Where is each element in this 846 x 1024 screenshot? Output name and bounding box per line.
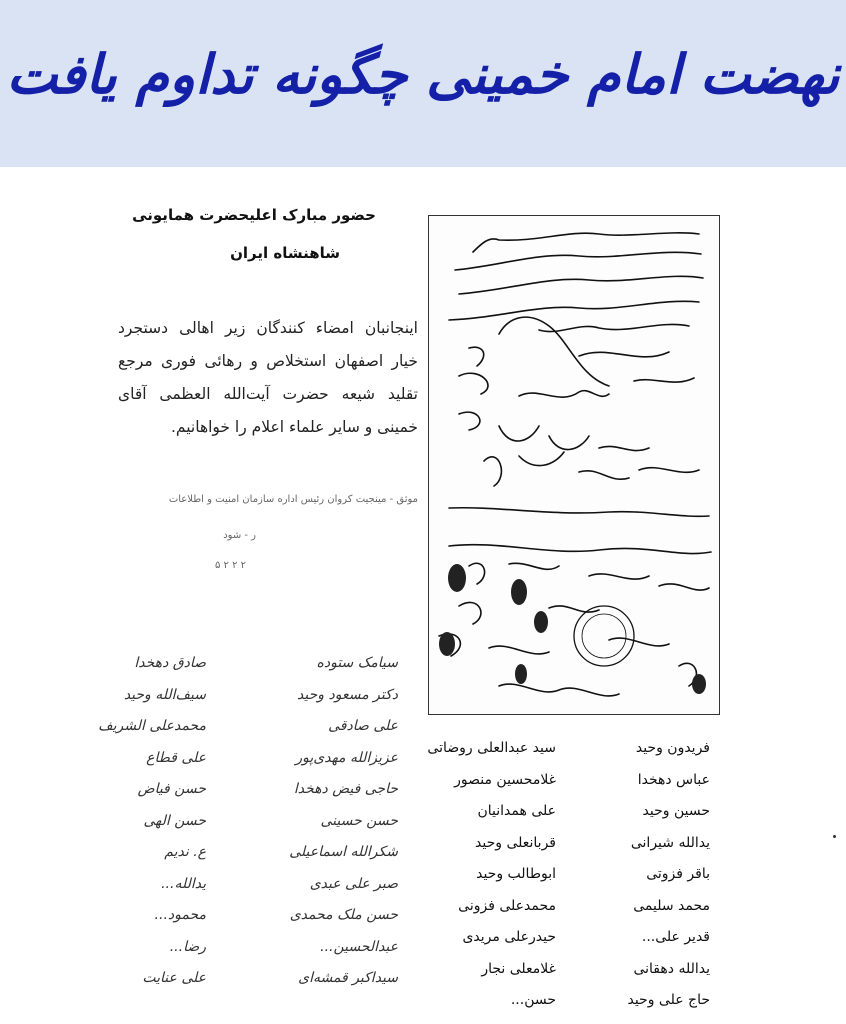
scanned-signature-document — [428, 215, 720, 715]
signatory-name: صبر علی عبدی — [309, 875, 398, 892]
signatory-name: حسن الهی — [143, 812, 206, 829]
signatory-name: علی همدانیان — [477, 803, 556, 819]
handwriting-scan-image — [429, 216, 719, 714]
signatory-name: دکتر مسعود وحید — [297, 686, 398, 703]
signatory-name: محمدعلی فزونی — [458, 897, 556, 914]
letter-note-3: ۲ ۲ ۲ ۵ — [214, 560, 246, 571]
signatory-name: یدالله... — [161, 875, 206, 892]
signatories-column-4 — [98, 648, 206, 995]
signatories-column-1 — [627, 733, 710, 1017]
signatory-name: فریدون وحید — [635, 740, 710, 756]
signatory-name: یدالله دهقانی — [633, 960, 710, 977]
signatory-name: یدالله شیرانی — [630, 834, 710, 851]
signatory-name: حیدرعلی مریدی — [462, 929, 556, 945]
signatory-name: سید عبدالعلی روضاتی — [427, 740, 556, 756]
signatory-name: سیامک ستوده — [316, 655, 398, 671]
letter-body: اینجانبان امضاء کنندگان زیر اهالی دستجرد خیار اصفهان استخلاص و رهائی فوری مرجع تقلید شیعه حضرت آیت‌الله العظمی آقای خمینی و سایر علماء اعلام را خواهانیم. — [118, 319, 418, 436]
letter-heading-2: شاهنشاه ایران — [230, 244, 340, 262]
signatory-name: حاج علی وحید — [627, 992, 710, 1008]
signatory-name: عبدالحسین... — [320, 938, 398, 955]
signatory-name: سیداکبر قمشه‌ای — [298, 970, 398, 986]
signatories-column-2 — [427, 733, 556, 1017]
signatory-name: علی صادقی — [328, 718, 398, 734]
stray-dot — [833, 835, 836, 838]
signatory-name: رضا... — [169, 938, 206, 955]
signatory-name: غلامحسین منصور — [454, 771, 556, 788]
signatory-name: حسن فیاض — [137, 781, 206, 797]
title-banner — [0, 0, 846, 167]
signatory-name: محمود... — [154, 907, 206, 923]
signatory-name: علی قطاع — [146, 749, 206, 766]
signatory-name: قدیر علی... — [641, 929, 710, 945]
signatory-name: محمد سلیمی — [633, 897, 710, 914]
signatory-name: علی عنایت — [142, 970, 206, 986]
banner-title: نهضت امام خمینی چگونه تداوم یافت — [6, 42, 840, 106]
signatory-name: حسین وحید — [642, 803, 710, 819]
signatory-name: شکرالله اسماعیلی — [289, 844, 398, 860]
signatory-name: سیف‌الله وحید — [123, 686, 206, 703]
signatory-name: قربانعلی وحید — [475, 834, 556, 851]
signatory-name: محمدعلی الشریف — [98, 718, 206, 734]
signatory-name: صادق دهخدا — [134, 655, 206, 671]
signatory-name: حسن ملک محمدی — [289, 907, 398, 923]
signatory-name: عزیزالله مهدی‌پور — [295, 749, 398, 766]
signatory-name: غلامعلی نجار — [481, 960, 556, 977]
signatories-column-3 — [289, 648, 398, 995]
signatory-name: حسن حسینی — [320, 812, 398, 829]
signatory-name: حاجی فیض دهخدا — [293, 781, 398, 797]
letter-note-1: موثق - مینجیت کروان رئیس اداره سازمان امنیت و اطلاعات — [168, 494, 418, 505]
letter-heading-1: حضور مبارک اعلیحضرت همایونی — [132, 206, 376, 224]
signatory-name: ابوطالب وحید — [476, 866, 556, 882]
signatory-name: حسن... — [510, 992, 556, 1008]
signatory-name: ع. ندیم — [164, 844, 206, 860]
letter-note-2: ر - شود — [223, 530, 256, 541]
signatory-name: عباس دهخدا — [637, 771, 710, 788]
signatory-name: باقر فزوتی — [646, 866, 710, 882]
